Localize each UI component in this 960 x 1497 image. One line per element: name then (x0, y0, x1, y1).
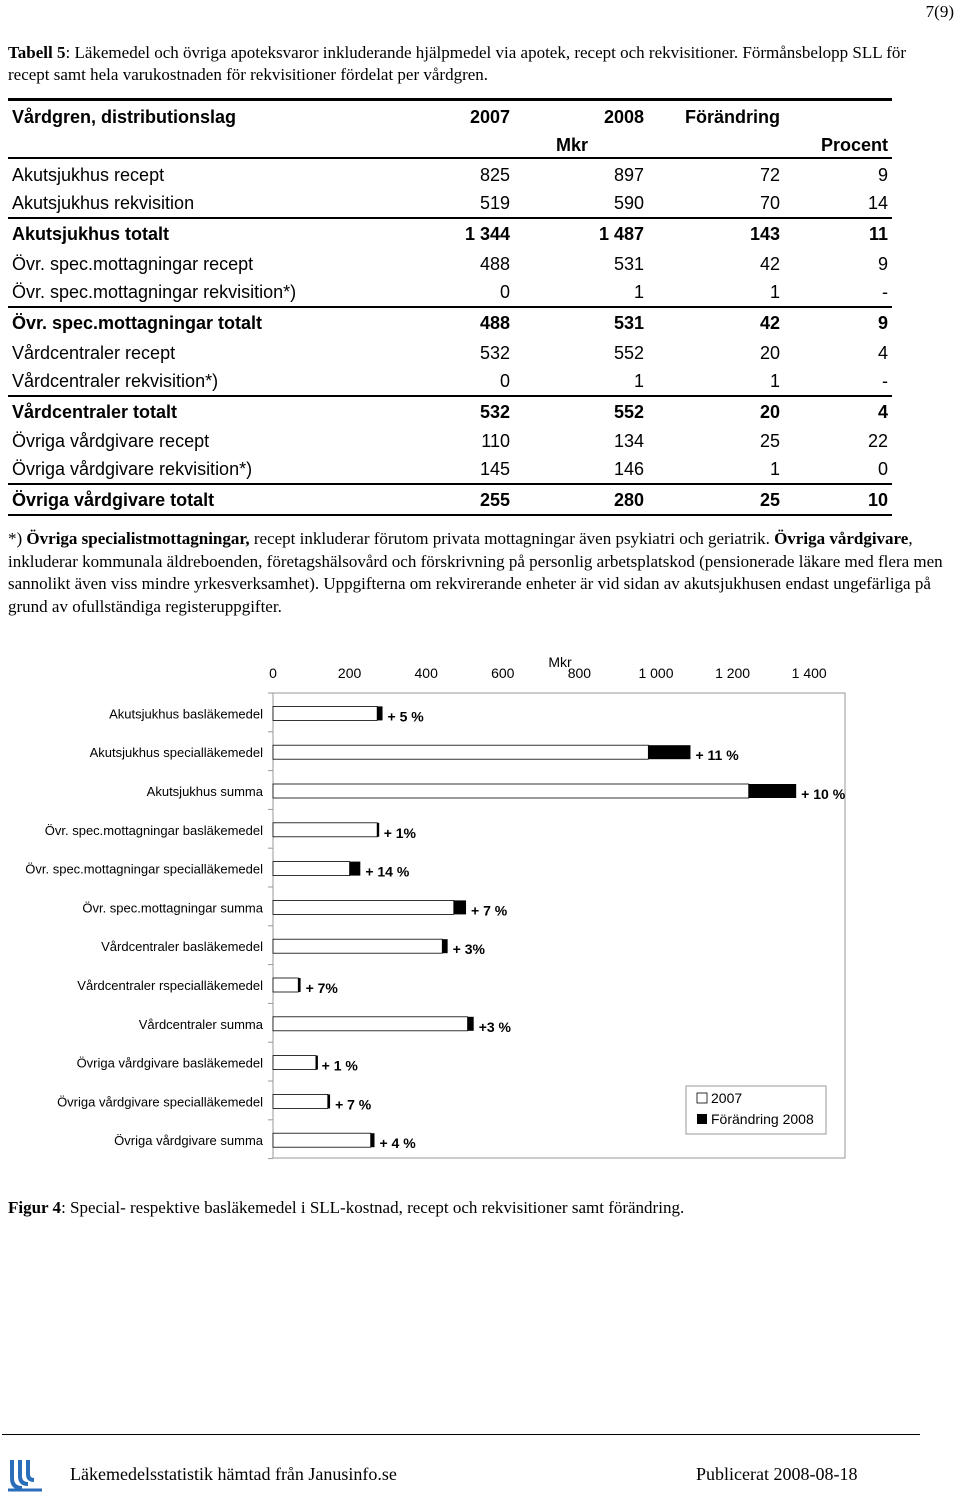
bar-change-2008 (468, 1017, 474, 1031)
table-cell: Övriga vårdgivare rekvisition*) (12, 459, 253, 479)
figure-caption (8, 1198, 684, 1218)
table-row (8, 339, 892, 367)
legend-label-2007: 2007 (711, 1090, 743, 1106)
table-cell: 9 (877, 165, 888, 185)
table-row (8, 189, 892, 219)
table-top-rule (8, 98, 892, 101)
table-cell: 897 (613, 165, 644, 185)
table-units-row (8, 131, 892, 159)
table-cell: 1 (769, 459, 780, 479)
x-tick-label: 0 (269, 665, 277, 681)
legend-label-change: Förändring 2008 (711, 1111, 814, 1127)
footnote-text: recept inkluderar förutom privata mottagningar även psykiatri och geriatrik. (249, 529, 775, 548)
table-cell: 488 (479, 254, 510, 274)
table-cell: 1 487 (598, 224, 644, 244)
category-label: Vårdcentraler summa (138, 1016, 263, 1032)
table-cell: Övr. spec.mottagningar totalt (12, 313, 263, 333)
table-cell: 0 (877, 459, 888, 479)
bar-annotation: + 4 % (379, 1135, 416, 1152)
bar-annotation: + 1% (383, 824, 417, 841)
category-label: Akutsjukhus basläkemedel (109, 706, 263, 722)
table-row (8, 161, 892, 189)
table-caption (8, 42, 948, 86)
table-cell: Övriga vårdgivare recept (12, 431, 210, 451)
table-cell: 1 (769, 282, 780, 302)
table-cell: 4 (877, 402, 888, 422)
category-label: Vårdcentraler basläkemedel (101, 939, 263, 955)
category-label: Övriga vårdgivare basläkemedel (76, 1055, 263, 1071)
bar-2007 (273, 823, 377, 837)
table-cell: 255 (479, 490, 510, 510)
category-label: Övriga vårdgivare summa (114, 1133, 263, 1149)
table-cell: Akutsjukhus rekvisition (12, 193, 195, 213)
bar-change-2008 (749, 784, 796, 798)
table-cell: Vårdcentraler rekvisition*) (12, 371, 219, 391)
footnote-prefix: *) (8, 529, 27, 548)
bar-2007 (273, 862, 350, 876)
bar-annotation: + 7 % (471, 902, 508, 919)
bar-2007 (273, 1094, 328, 1108)
bar-2007 (273, 900, 454, 914)
bar-annotation: + 14 % (365, 863, 410, 880)
table-row (8, 220, 892, 248)
table-row (8, 398, 892, 426)
header-cell: 2008 (603, 107, 644, 127)
table-cell: 10 (867, 490, 888, 510)
x-axis-label: Mkr (548, 654, 572, 670)
table-row (8, 250, 892, 278)
table-cell: 25 (759, 431, 780, 451)
x-tick-label: 800 (567, 665, 592, 681)
table-row (8, 309, 892, 337)
table-footnote (8, 528, 952, 618)
bar-2007 (273, 745, 648, 759)
x-tick-label: 600 (491, 665, 515, 681)
table-cell: 1 344 (464, 224, 510, 244)
table-cell: 532 (479, 343, 510, 363)
category-label: Övr. spec.mottagningar specialläkemedel (25, 861, 263, 877)
x-tick-label: 1 000 (638, 665, 674, 681)
table-cell: Vårdcentraler recept (12, 343, 176, 363)
bar-2007 (273, 978, 298, 992)
table-cell: 488 (479, 313, 510, 333)
table-row (8, 278, 892, 308)
table-cell: 590 (613, 193, 644, 213)
caption-text: : Läkemedel och övriga apoteksvaror inkluderande hjälpmedel via apotek, recept och rekvisitioner. Förmånsbelopp SLL för recept samt hela varukostnaden för rekvisitioner fördelat per vårdgren. (8, 43, 907, 84)
bar-change-2008 (350, 862, 361, 876)
table-cell: 9 (877, 254, 888, 274)
footer-published: Publicerat 2008-08-18 (696, 1464, 858, 1484)
legend-swatch-change (697, 1114, 707, 1124)
bar-annotation: + 11 % (695, 747, 739, 764)
bar-change-2008 (316, 1056, 318, 1070)
table-cell: 22 (867, 431, 888, 451)
footer-source: Läkemedelsstatistik hämtad från Janusinfo.se (70, 1464, 397, 1484)
bar-2007 (273, 706, 377, 720)
table-cell: 531 (613, 313, 644, 333)
table-cell: 11 (868, 224, 888, 244)
footnote-bold: Övriga specialistmottagningar, (26, 529, 250, 548)
table-cell: 143 (749, 224, 780, 244)
footnote-text: , inkluderar kommunala äldreboenden, företagshälsovård och förskrivning på personlig arbetsplatskod (pensionerade läkare med flera men sannolikt även viss mindre yrkesverksamhet). Uppgifterna om rekvirerande enheter är vid sidan av akutsjukhusen endast ungefärliga på grund av ofullständiga registeruppgifter. (8, 529, 943, 616)
category-label: Vårdcentraler rspecialläkemedel (77, 978, 263, 993)
table-cell: Övr. spec.mottagningar recept (12, 254, 254, 274)
bar-annotation: +3 % (478, 1018, 512, 1035)
category-label: Övr. spec.mottagningar basläkemedel (44, 822, 263, 838)
table-cell: 20 (759, 343, 780, 363)
bar-change-2008 (648, 745, 690, 759)
bar-2007 (273, 1017, 468, 1031)
table-cell: Akutsjukhus recept (12, 165, 165, 185)
bar-2007 (273, 1056, 316, 1070)
table-cell: Övriga vårdgivare totalt (12, 490, 215, 510)
table-cell: 14 (867, 193, 888, 213)
unit-cell: Procent (820, 135, 888, 155)
table-cell: 1 (633, 282, 644, 302)
table-cell: 1 (633, 371, 644, 391)
table-row (8, 486, 892, 516)
bar-annotation: + 10 % (801, 786, 846, 802)
page-number: 7(9) (925, 2, 954, 21)
table-cell: 519 (479, 193, 510, 213)
bar-change-2008 (298, 978, 300, 992)
figure-caption-label: Figur 4 (8, 1198, 62, 1217)
bar-annotation: + 3% (452, 941, 485, 958)
table-header-row (8, 103, 892, 131)
table-cell: 134 (613, 431, 644, 451)
bar-change-2008 (442, 939, 447, 953)
table-cell: 0 (499, 371, 510, 391)
bar-2007 (273, 1133, 371, 1147)
bar-annotation: + 5 % (387, 708, 424, 725)
bar-2007 (273, 784, 749, 798)
table-cell: 25 (759, 490, 780, 510)
table-cell: 531 (613, 254, 644, 274)
bar-change-2008 (371, 1133, 375, 1147)
table-cell: 532 (479, 402, 510, 422)
bar-change-2008 (328, 1094, 330, 1108)
header-cell: 2007 (469, 107, 510, 127)
legend-swatch-2007 (697, 1093, 707, 1103)
x-tick-label: 400 (414, 665, 438, 681)
bar-annotation: + 7% (305, 980, 338, 996)
table-cell: 146 (613, 459, 644, 479)
table-cell: 9 (877, 313, 888, 333)
table-cell: - (882, 282, 888, 302)
bar-change-2008 (377, 823, 379, 837)
table-cell: 20 (759, 402, 780, 422)
category-label: Övr. spec.mottagningar summa (82, 900, 263, 916)
table-cell: 1 (769, 371, 780, 391)
footer-divider (2, 1434, 920, 1435)
table-cell: 145 (479, 459, 510, 479)
table-cell: 552 (613, 343, 644, 363)
table-cell: 110 (481, 431, 510, 451)
bar-2007 (273, 939, 442, 953)
table-cell: 552 (613, 402, 644, 422)
table-cell: Akutsjukhus totalt (12, 224, 170, 244)
table-cell: 4 (877, 343, 888, 363)
bar-chart-svg (0, 640, 960, 1180)
bar-annotation: + 7 % (335, 1096, 372, 1113)
table-cell: 72 (759, 165, 780, 185)
table-cell: 42 (759, 254, 780, 274)
unit-cell: Mkr (555, 135, 588, 155)
header-cell: Vårdgren, distributionslag (12, 107, 237, 127)
table-row (8, 427, 892, 455)
bar-chart (0, 640, 960, 1180)
figure-caption-text: : Special- respektive basläkemedel i SLL-kostnad, recept och rekvisitioner samt förändring. (61, 1198, 685, 1217)
table-cell: Övr. spec.mottagningar rekvisition*) (12, 282, 297, 302)
table-cell: 280 (613, 490, 644, 510)
category-label: Akutsjukhus specialläkemedel (89, 745, 263, 761)
footnote-bold: Övriga vårdgivare (774, 529, 909, 548)
category-label: Akutsjukhus summa (146, 784, 263, 799)
table-cell: 0 (499, 282, 510, 302)
bar-change-2008 (454, 900, 466, 914)
sll-logo-icon (6, 1458, 44, 1492)
caption-label: Tabell 5 (8, 43, 66, 62)
table-cell: 70 (759, 193, 780, 213)
table-cell: 825 (479, 165, 510, 185)
x-tick-label: 1 200 (715, 665, 751, 681)
header-cell: Förändring (685, 107, 780, 127)
bar-annotation: + 1 % (321, 1057, 358, 1074)
x-tick-label: 1 400 (791, 665, 827, 681)
table-row (8, 367, 892, 397)
category-label: Övriga vårdgivare specialläkemedel (57, 1094, 263, 1110)
table-row (8, 455, 892, 485)
bar-change-2008 (377, 706, 382, 720)
table-cell: - (882, 371, 888, 391)
table-cell: Vårdcentraler totalt (12, 402, 178, 422)
x-tick-label: 200 (337, 665, 362, 681)
table-cell: 42 (759, 313, 780, 333)
